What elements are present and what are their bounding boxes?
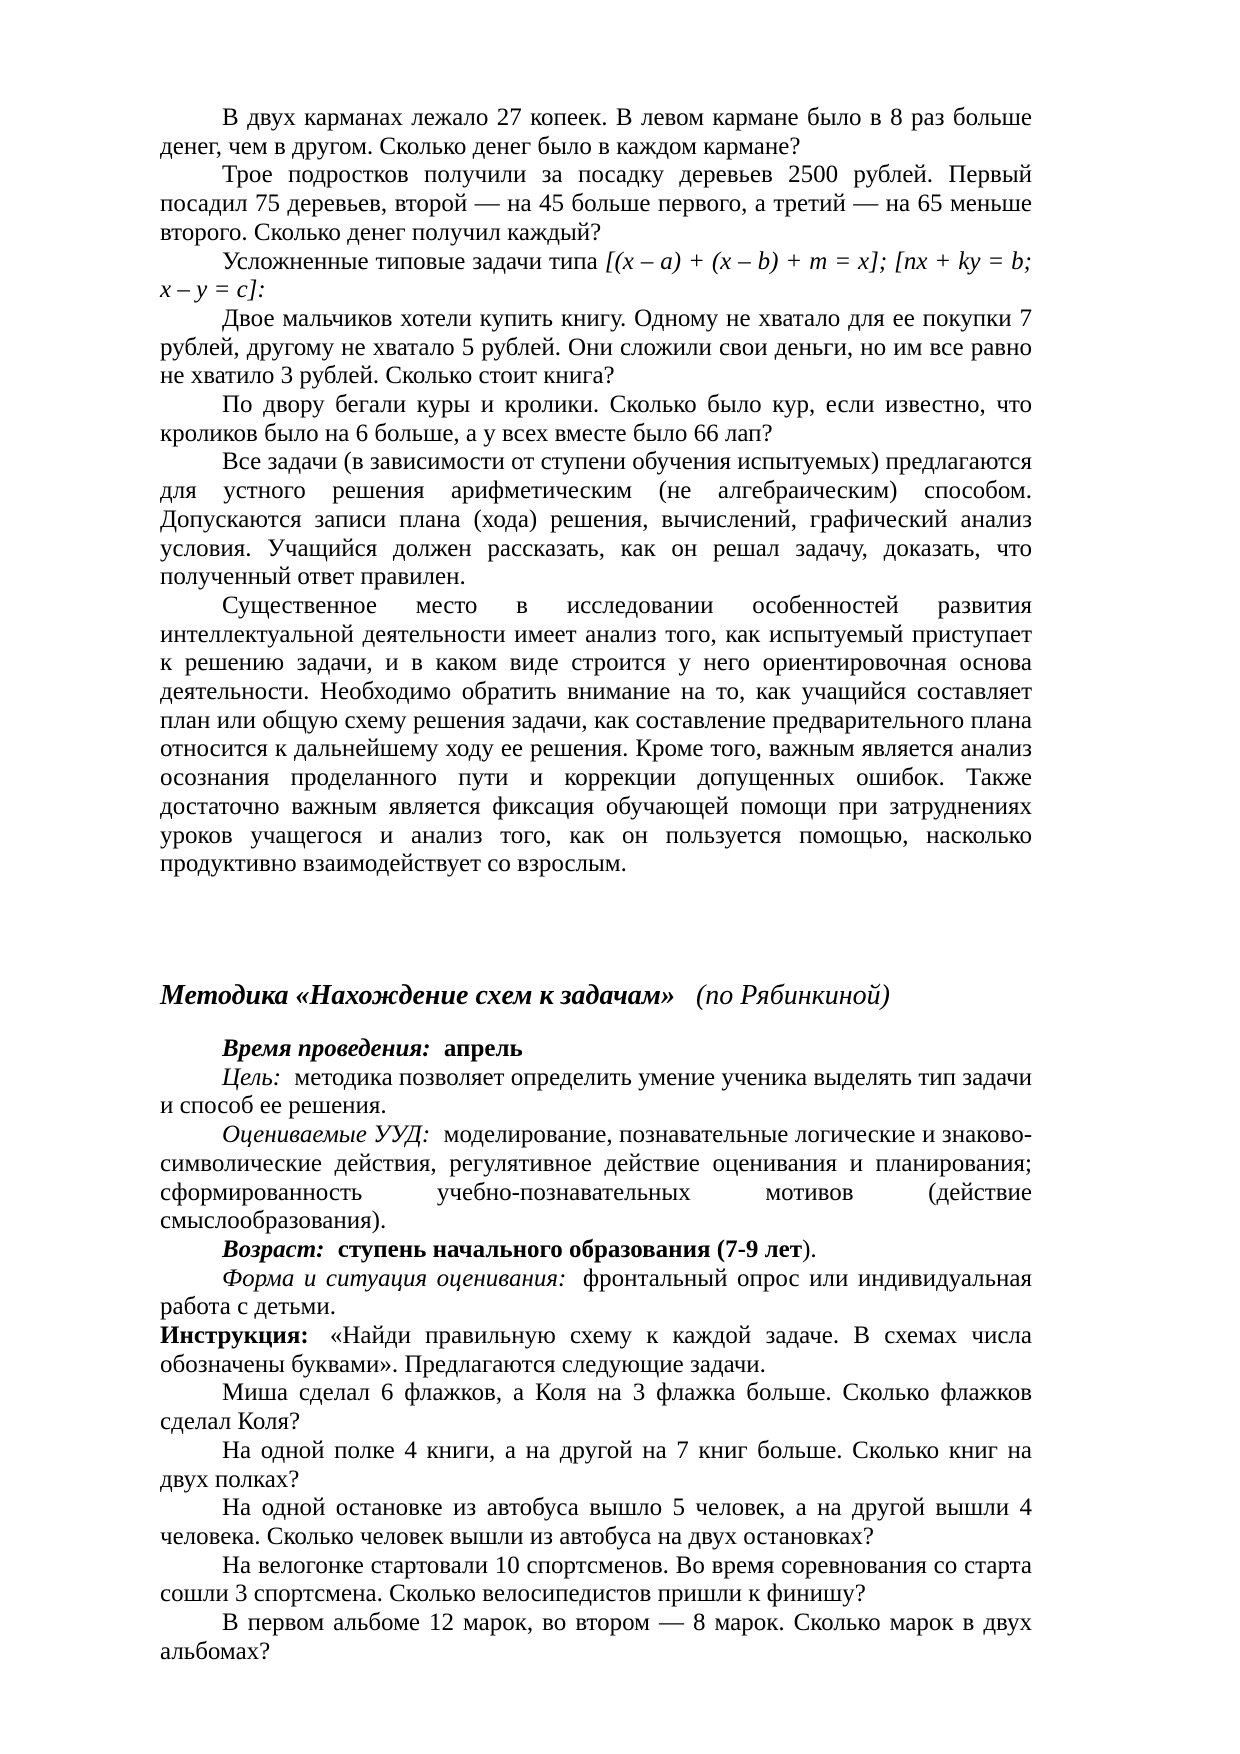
paragraph-complex-task-types: [160, 248, 1032, 305]
paragraph-hens-rabbits: По двору бегали куры и кролики. Сколько было кур, если известно, что кроликов было на 6 больше, а у всех вместе было 66 лап?: [160, 391, 1032, 447]
paragraph-uud: [160, 1121, 1032, 1236]
complex-task-types-text: Усложненные типовые задачи типа: [222, 247, 598, 275]
age-value: ступень начального образования (7-9 лет: [337, 1235, 803, 1263]
time-label: Время проведения:: [222, 1034, 431, 1062]
paragraph-task-flags: Миша сделал 6 флажков, а Коля на 3 флажка больше. Сколько флажков сделал Коля?: [160, 1379, 1032, 1436]
paragraph-time: [160, 1035, 1032, 1064]
paragraph-task-books: На одной полке 4 книги, а на другой на 7 книг больше. Сколько книг на двух полках?: [160, 1436, 1032, 1493]
uud-text: моделирование, познавательные логические и знаково-символические действия, регулятивное действие оценивания и планирования; сформированность учебно-познавательных мотивов (действие смыслообразования).: [160, 1121, 1033, 1235]
paragraph-essential-place: Существенное место в исследовании особенностей развития интеллектуальной деятельности имеет анализ того, как испытуемый приступает к решению задачи, и в каком виде строится у него ориентировочная основа деятельности. Необходимо обратить внимание на то, как учащийся составляет план или общую схему решения задачи, как составление предварительного плана относится к дальнейшему ходу ее решения. Кроме того, важным является анализ осознания проделанного пути и коррекции допущенных ошибок. Также достаточно важным является фиксация обучающей помощи при затруднениях уроков учащегося и анализ того, как он пользуется помощью, насколько продуктивно взаимодействует со взрослым.: [160, 591, 1032, 878]
time-value: апрель: [443, 1034, 523, 1062]
uud-label: Оцениваемые УУД:: [222, 1121, 431, 1149]
method-heading-author: (по Рябинкиной): [695, 979, 890, 1011]
age-tail: ).: [802, 1235, 817, 1263]
goal-text: методика позволяет определить умение ученика выделять тип задачи и способ ее решения.: [160, 1063, 1033, 1120]
paragraph-three-teens: Трое подростков получили за посадку деревьев 2500 рублей. Первый посадил 75 деревьев, второй — на 45 больше первого, а третий — на 65 меньше второго. Сколько денег получил каждый?: [160, 161, 1032, 246]
paragraph-task-cyclists: На велогонке стартовали 10 спортсменов. Во время соревнования со старта сошли 3 спортсмена. Сколько велосипедистов пришли к финишу?: [160, 1551, 1032, 1608]
method-heading-title: Методика «Нахождение схем к задачам»: [160, 979, 675, 1011]
paragraph-task-stamps: В первом альбоме 12 марок, во втором — 8 марок. Сколько марок в двух альбомах?: [160, 1609, 1032, 1665]
paragraph-instruction: [160, 1322, 1032, 1379]
form-label: Форма и ситуация оценивания:: [222, 1264, 567, 1292]
goal-label: Цель:: [222, 1063, 282, 1091]
paragraph-age: [160, 1236, 1032, 1265]
paragraph-two-pockets: В двух карманах лежало 27 копеек. В левом кармане было в 8 раз больше денег, чем в другом. Сколько денег было в каждом кармане?: [160, 104, 1032, 160]
instruction-label: Инструкция:: [160, 1322, 309, 1350]
complex-task-types-formula: [(x – a) + (x – b) + m = x]; [nx + ky = b; x – y = c]:: [160, 247, 1033, 304]
paragraph-form: [160, 1265, 1032, 1322]
paragraph-goal: [160, 1064, 1032, 1121]
paragraph-boys-book: Двое мальчиков хотели купить книгу. Одному не хватало для ее покупки 7 рублей, другому не хватало 5 рублей. Они сложили свои деньги, но им все равно не хватило 3 рублей. Сколько стоит книга?: [160, 304, 1032, 390]
age-label: Возраст:: [222, 1235, 325, 1263]
form-text: фронтальный опрос или индивидуальная работа с детьми.: [160, 1264, 1033, 1321]
instruction-text: «Найди правильную схему к каждой задаче. В схемах числа обозначены буквами». Предлагаются следующие задачи.: [160, 1322, 1032, 1378]
paragraph-all-tasks-note: Все задачи (в зависимости от ступени обучения испытуемых) предлагаются для устного решения арифметическим (не алгебраическим) способом. Допускаются записи плана (хода) решения, вычислений, графический анализ условия. Учащийся должен рассказать, как он решал задачу, доказать, что полученный ответ правилен.: [160, 448, 1032, 591]
method-section-heading: [160, 979, 1032, 1013]
paragraph-task-bus: На одной остановке из автобуса вышло 5 человек, а на другой вышли 4 человека. Сколько человек вышли из автобуса на двух остановках?: [160, 1494, 1032, 1550]
